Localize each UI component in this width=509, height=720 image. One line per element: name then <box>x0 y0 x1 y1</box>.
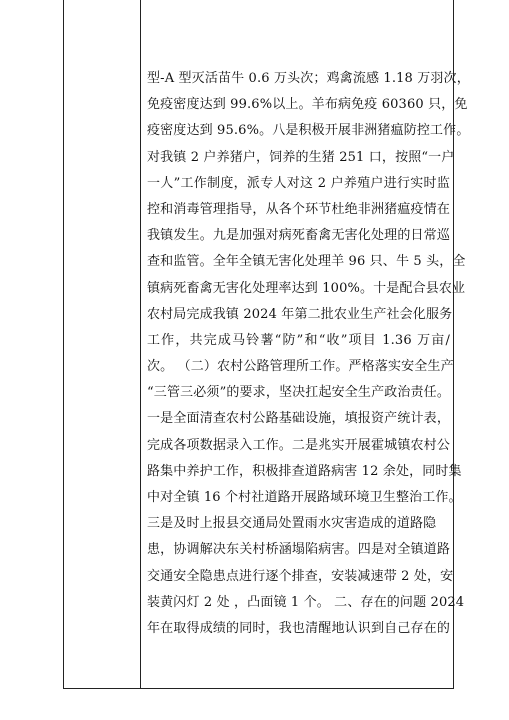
text-line: 三是及时上报县交通局处置雨水灾害造成的道路隐 <box>147 516 437 532</box>
table-content-cell <box>141 0 470 688</box>
text-line: 完成各项数据录入工作。二是兆实开展霍城镇农村公 <box>147 437 450 453</box>
text-line: 镇病死畜禽无害化处理率达到 100%。十是配合县农业 <box>147 280 466 296</box>
text-line: 一人”工作制度，派专人对这 2 户养殖户进行实时监 <box>147 175 450 191</box>
text-line: 对我镇 2 户养猪户，饲养的生猪 251 口，按照“一户 <box>147 149 455 165</box>
text-line: 免疫密度达到 99.6%以上。羊布病免疫 60360 只，免 <box>147 97 468 113</box>
text-line: 我镇发生。九是加强对病死畜禽无害化处理的日常巡 <box>147 228 450 244</box>
text-line: 农村局完成我镇 2024 年第二批农业生产社会化服务 <box>147 306 453 322</box>
table-label-column <box>64 0 141 688</box>
text-line: 一是全面清查农村公路基础设施，填报资产统计表， <box>147 411 450 427</box>
text-line: 型-A 型灭活苗牛 0.6 万头次；鸡禽流感 1.18 万羽次， <box>147 71 470 86</box>
text-line: 年在取得成绩的同时，我也清醒地认识到自己存在的 <box>147 620 450 636</box>
text-line: 路集中养护工作，积极排查道路病害 12 余处，同时集 <box>147 463 462 479</box>
text-line: 控和消毒管理指导，从各个环节杜绝非洲猪瘟疫情在 <box>147 201 450 217</box>
text-line: 查和监管。全年全镇无害化处理羊 96 只、牛 5 头，全 <box>147 254 466 270</box>
text-line: 中对全镇 16 个村社道路开展路域环境卫生整治工作。 <box>147 490 462 505</box>
text-line: “三管三必须”的要求，坚决扛起安全生产政治责任。 <box>147 385 450 401</box>
text-line: 交通安全隐患点进行逐个排查，安装减速带 2 处，安 <box>147 568 454 584</box>
text-line: 患，协调解决东关村桥涵塌陷病害。四是对全镇道路 <box>147 542 450 558</box>
text-line: 工作，共完成马铃薯“防”和“收”项目 1.36 万亩/ <box>147 332 450 348</box>
text-line: 次。 （二）农村公路管理所工作。严格落实安全生产 <box>147 359 454 375</box>
text-line: 装黄闪灯 2 处 ，凸面镜 1 个。 二、存在的问题 2024 <box>147 594 465 610</box>
text-line: 疫密度达到 95.6%。八是积极开展非洲猪瘟防控工作。 <box>147 123 470 139</box>
body-text <box>147 66 470 642</box>
document-table <box>63 0 470 689</box>
